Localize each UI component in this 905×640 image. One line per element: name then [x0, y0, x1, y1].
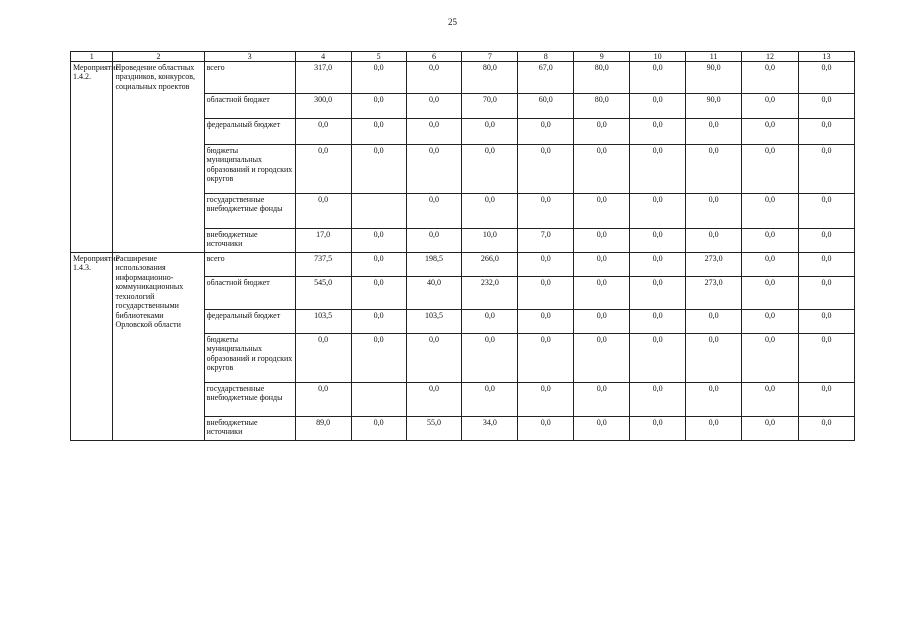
value-cell: 0,0: [462, 194, 518, 229]
value-cell: 60,0: [518, 94, 574, 119]
value-cell: 0,0: [406, 383, 462, 417]
value-cell: 0,0: [351, 334, 406, 383]
value-cell: 0,0: [518, 119, 574, 145]
column-number: 11: [686, 52, 742, 62]
value-cell: 0,0: [574, 253, 630, 277]
column-number: 5: [351, 52, 406, 62]
value-cell: 0,0: [295, 334, 351, 383]
page-number: 25: [448, 17, 457, 27]
column-number: 12: [742, 52, 799, 62]
funding-source: всего: [204, 62, 295, 94]
value-cell: 0,0: [351, 62, 406, 94]
column-number: 8: [518, 52, 574, 62]
value-cell: 80,0: [574, 94, 630, 119]
value-cell: 0,0: [686, 145, 742, 194]
value-cell: 0,0: [406, 62, 462, 94]
column-number: 9: [574, 52, 630, 62]
value-cell: 0,0: [798, 145, 854, 194]
value-cell: 10,0: [462, 229, 518, 253]
value-cell: 0,0: [742, 145, 799, 194]
value-cell: 80,0: [574, 62, 630, 94]
value-cell: 0,0: [798, 383, 854, 417]
value-cell: 0,0: [742, 334, 799, 383]
value-cell: 737,5: [295, 253, 351, 277]
funding-source: бюджеты муниципальных образований и городских округов: [204, 334, 295, 383]
value-cell: 0,0: [574, 194, 630, 229]
value-cell: 0,0: [574, 334, 630, 383]
value-cell: 0,0: [630, 310, 686, 334]
value-cell: 0,0: [630, 194, 686, 229]
value-cell: 90,0: [686, 94, 742, 119]
value-cell: 0,0: [518, 383, 574, 417]
funding-source: федеральный бюджет: [204, 310, 295, 334]
value-cell: 0,0: [462, 334, 518, 383]
value-cell: 0,0: [518, 310, 574, 334]
value-cell: 0,0: [798, 194, 854, 229]
value-cell: 0,0: [630, 145, 686, 194]
funding-source: внебюджетные источники: [204, 417, 295, 441]
value-cell: 70,0: [462, 94, 518, 119]
value-cell: 0,0: [574, 277, 630, 310]
value-cell: 0,0: [630, 229, 686, 253]
funding-source: бюджеты муниципальных образований и городских округов: [204, 145, 295, 194]
value-cell: 0,0: [351, 277, 406, 310]
value-cell: 103,5: [295, 310, 351, 334]
column-number: 1: [71, 52, 113, 62]
value-cell: 0,0: [686, 310, 742, 334]
value-cell: 0,0: [630, 277, 686, 310]
column-number: 13: [798, 52, 854, 62]
value-cell: 0,0: [351, 310, 406, 334]
value-cell: 0,0: [462, 145, 518, 194]
value-cell: 80,0: [462, 62, 518, 94]
value-cell: 0,0: [462, 383, 518, 417]
value-cell: 0,0: [406, 334, 462, 383]
value-cell: 7,0: [518, 229, 574, 253]
value-cell: 0,0: [742, 277, 799, 310]
value-cell: 0,0: [295, 383, 351, 417]
value-cell: 232,0: [462, 277, 518, 310]
column-number: 7: [462, 52, 518, 62]
value-cell: 0,0: [351, 94, 406, 119]
value-cell: 0,0: [630, 417, 686, 441]
column-number-row: [71, 52, 855, 62]
funding-source: областной бюджет: [204, 94, 295, 119]
value-cell: 0,0: [574, 383, 630, 417]
value-cell: 273,0: [686, 253, 742, 277]
value-cell: 0,0: [351, 229, 406, 253]
value-cell: 0,0: [686, 119, 742, 145]
value-cell: 0,0: [351, 145, 406, 194]
value-cell: 0,0: [742, 417, 799, 441]
value-cell: 0,0: [518, 145, 574, 194]
column-number: 4: [295, 52, 351, 62]
value-cell: 0,0: [406, 94, 462, 119]
value-cell: 0,0: [742, 229, 799, 253]
value-cell: 89,0: [295, 417, 351, 441]
table-row: [71, 62, 855, 94]
value-cell: 0,0: [686, 417, 742, 441]
value-cell: 0,0: [574, 119, 630, 145]
column-number: 3: [204, 52, 295, 62]
value-cell: 0,0: [798, 94, 854, 119]
value-cell: 0,0: [518, 417, 574, 441]
value-cell: 103,5: [406, 310, 462, 334]
funding-source: федеральный бюджет: [204, 119, 295, 145]
value-cell: 40,0: [406, 277, 462, 310]
value-cell: 0,0: [574, 310, 630, 334]
table-row: [71, 253, 855, 277]
value-cell: 0,0: [798, 310, 854, 334]
value-cell: 0,0: [798, 62, 854, 94]
value-cell: 0,0: [742, 62, 799, 94]
value-cell: 0,0: [798, 253, 854, 277]
value-cell: 273,0: [686, 277, 742, 310]
value-cell: 67,0: [518, 62, 574, 94]
column-number: 6: [406, 52, 462, 62]
value-cell: 0,0: [686, 383, 742, 417]
column-number: 2: [113, 52, 204, 62]
value-cell: 0,0: [798, 334, 854, 383]
value-cell: 34,0: [462, 417, 518, 441]
value-cell: 0,0: [518, 277, 574, 310]
value-cell: 317,0: [295, 62, 351, 94]
activity-id: Мероприятие 1.4.2.: [71, 62, 113, 253]
value-cell: 0,0: [462, 119, 518, 145]
funding-source: областной бюджет: [204, 277, 295, 310]
funding-source: государственные внебюджетные фонды: [204, 383, 295, 417]
value-cell: 0,0: [630, 253, 686, 277]
funding-source: государственные внебюджетные фонды: [204, 194, 295, 229]
value-cell: 0,0: [295, 194, 351, 229]
value-cell: 0,0: [518, 194, 574, 229]
value-cell: 0,0: [798, 277, 854, 310]
value-cell: 0,0: [351, 253, 406, 277]
value-cell: 0,0: [630, 94, 686, 119]
value-cell: 0,0: [574, 417, 630, 441]
value-cell: 266,0: [462, 253, 518, 277]
value-cell: 545,0: [295, 277, 351, 310]
value-cell: 0,0: [574, 229, 630, 253]
value-cell: 0,0: [462, 310, 518, 334]
value-cell: 0,0: [630, 383, 686, 417]
activity-id: Мероприятие 1.4.3.: [71, 253, 113, 441]
value-cell: 0,0: [406, 229, 462, 253]
value-cell: 0,0: [518, 334, 574, 383]
value-cell: 0,0: [686, 229, 742, 253]
column-number: 10: [630, 52, 686, 62]
value-cell: 0,0: [351, 417, 406, 441]
value-cell: 0,0: [742, 310, 799, 334]
value-cell: [351, 194, 406, 229]
value-cell: 0,0: [686, 194, 742, 229]
value-cell: 0,0: [630, 334, 686, 383]
value-cell: 0,0: [686, 334, 742, 383]
value-cell: 0,0: [798, 417, 854, 441]
activity-name: Расширение использования информационно-коммуникационных технологий государственными библиотеками Орловской области: [113, 253, 204, 441]
value-cell: 90,0: [686, 62, 742, 94]
value-cell: 55,0: [406, 417, 462, 441]
funding-source: внебюджетные источники: [204, 229, 295, 253]
value-cell: 0,0: [351, 119, 406, 145]
value-cell: 0,0: [742, 253, 799, 277]
value-cell: 0,0: [742, 383, 799, 417]
budget-table: [70, 51, 855, 441]
value-cell: 0,0: [742, 94, 799, 119]
value-cell: 0,0: [406, 145, 462, 194]
value-cell: 0,0: [798, 229, 854, 253]
value-cell: 0,0: [742, 119, 799, 145]
value-cell: 17,0: [295, 229, 351, 253]
value-cell: 0,0: [630, 119, 686, 145]
value-cell: 0,0: [798, 119, 854, 145]
value-cell: 0,0: [406, 194, 462, 229]
value-cell: 0,0: [574, 145, 630, 194]
activity-name: Проведение областных праздников, конкурсов, социальных проектов: [113, 62, 204, 253]
value-cell: 0,0: [406, 119, 462, 145]
value-cell: 0,0: [630, 62, 686, 94]
value-cell: 0,0: [518, 253, 574, 277]
value-cell: 0,0: [742, 194, 799, 229]
funding-source: всего: [204, 253, 295, 277]
value-cell: 0,0: [295, 119, 351, 145]
value-cell: 198,5: [406, 253, 462, 277]
value-cell: 300,0: [295, 94, 351, 119]
value-cell: 0,0: [295, 145, 351, 194]
value-cell: [351, 383, 406, 417]
